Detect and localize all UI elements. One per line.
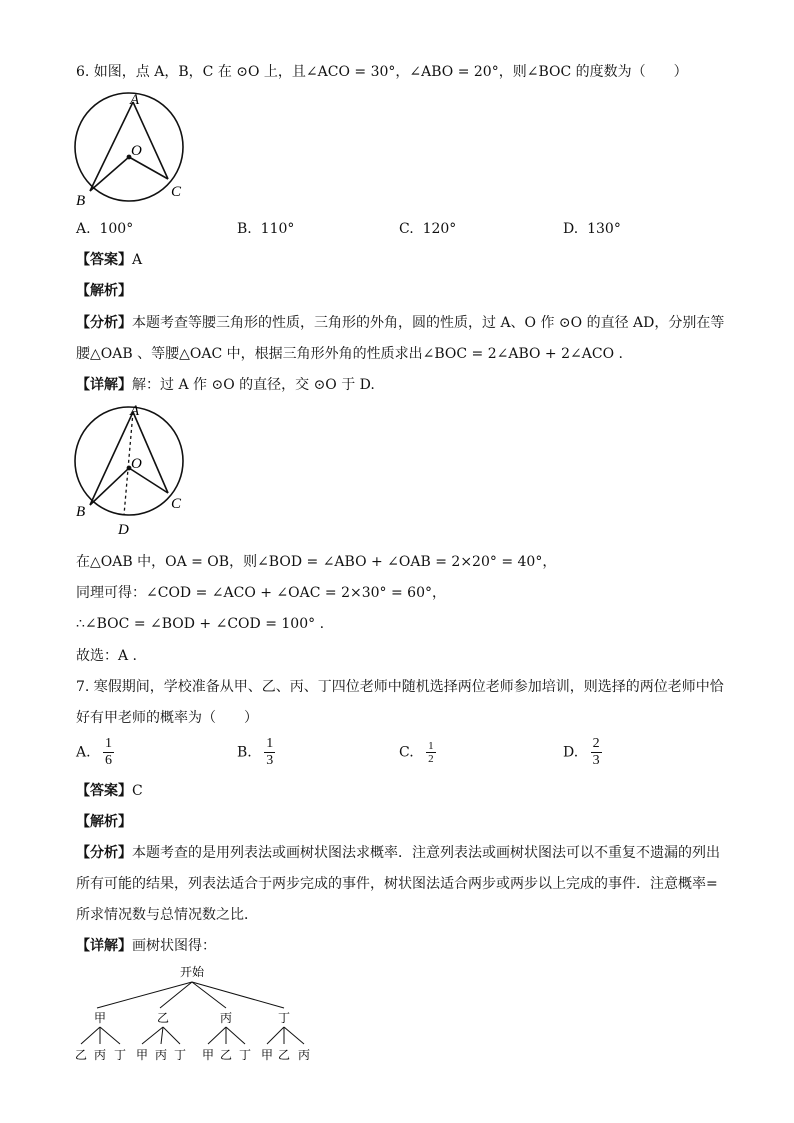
tree-l2-0-1: 丙 bbox=[93, 1048, 107, 1062]
tree-l2-1-1: 丙 bbox=[154, 1048, 168, 1062]
fig1-label-c: C bbox=[171, 184, 182, 200]
q7-option-a: A. $\frac{1}{6}$ bbox=[76, 736, 113, 768]
tree-l2-0-2: 丁 bbox=[113, 1048, 127, 1062]
q7-stem-line2: 好有甲老师的概率为（ ） bbox=[76, 710, 258, 726]
q6-analysis-heading: 【解析】 bbox=[76, 283, 132, 299]
tree-l2-3-1: 乙 bbox=[277, 1048, 291, 1062]
q7-option-d: D. $\frac{2}{3}$ bbox=[563, 736, 600, 768]
fig2-label-c: C bbox=[171, 496, 182, 512]
q6-figure-circle bbox=[70, 88, 200, 213]
tree-l1-1: 乙 bbox=[156, 1011, 170, 1025]
q6-fenxi-line1: 【分析】本题考查等腰三角形的性质，三角形的外角，圆的性质，过 A、O 作 ⊙O 的直径 AD，分别在等 bbox=[76, 315, 725, 331]
tree-l2-1-0: 甲 bbox=[135, 1048, 149, 1062]
fig2-label-d: D bbox=[118, 522, 129, 538]
q7-stem-line1: 7. 寒假期间，学校准备从甲、乙、丙、丁四位老师中随机选择两位老师参加培训，则选择的两位老师中恰 bbox=[76, 679, 724, 695]
q7-option-b: B. $\frac{1}{3}$ bbox=[237, 736, 274, 768]
q6-step2: 同理可得：∠COD = ∠ACO + ∠OAC = 2×30° = 60°， bbox=[76, 585, 446, 601]
q6-stem: 6. 如图，点 A，B，C 在 ⊙O 上，且∠ACO = 30°，∠ABO = 20°，则∠BOC 的度数为（ ） bbox=[76, 64, 688, 80]
tree-l2-3-0: 甲 bbox=[260, 1048, 274, 1062]
tree-root: 开始 bbox=[179, 965, 205, 979]
q7-tree-diagram bbox=[70, 960, 330, 1070]
q6-option-a: A. 100° bbox=[76, 221, 134, 237]
tree-l2-2-2: 丁 bbox=[238, 1048, 252, 1062]
q6-answer: 【答案】A bbox=[76, 252, 143, 268]
fig2-label-o: O bbox=[131, 456, 142, 472]
tree-l2-0-0: 乙 bbox=[74, 1048, 88, 1062]
q6-step1: 在△OAB 中，OA = OB，则∠BOD = ∠ABO + ∠OAB = 2×20° = 40°， bbox=[76, 554, 557, 570]
fig2-label-a: A bbox=[130, 403, 140, 419]
tree-l2-2-1: 乙 bbox=[219, 1048, 233, 1062]
q7-fenxi-line3: 所求情况数与总情况数之比． bbox=[76, 907, 258, 923]
q6-conclusion: 故选：A . bbox=[76, 648, 138, 664]
tree-l2-1-2: 丁 bbox=[173, 1048, 187, 1062]
q7-xiangjie: 【详解】画树状图得： bbox=[76, 938, 216, 954]
q6-figure-diameter bbox=[70, 402, 200, 542]
q7-analysis-heading: 【解析】 bbox=[76, 814, 132, 830]
tree-l2-2-0: 甲 bbox=[201, 1048, 215, 1062]
tree-l2-3-2: 丙 bbox=[297, 1048, 311, 1062]
q6-fenxi-line2: 腰△OAB 、等腰△OAC 中，根据三角形外角的性质求出∠BOC = 2∠ABO + 2∠ACO . bbox=[76, 346, 623, 362]
q7-fenxi-line2: 所有可能的结果，列表法适合于两步完成的事件，树状图法适合两步或两步以上完成的事件．注意概率= bbox=[76, 876, 718, 892]
q6-option-b: B. 110° bbox=[237, 221, 295, 237]
q6-step3: ∴∠BOC = ∠BOD + ∠COD = 100° . bbox=[76, 616, 325, 632]
fig1-label-o: O bbox=[131, 143, 142, 159]
q7-answer: 【答案】C bbox=[76, 783, 143, 799]
q6-option-d: D. 130° bbox=[563, 221, 621, 237]
tree-l1-0: 甲 bbox=[93, 1011, 107, 1025]
tree-l1-2: 丙 bbox=[219, 1011, 233, 1025]
q6-option-c: C. 120° bbox=[399, 221, 457, 237]
q7-fenxi-line1: 【分析】本题考查的是用列表法或画树状图法求概率．注意列表法或画树状图法可以不重复不遗漏的列出 bbox=[76, 845, 720, 861]
fig2-label-b: B bbox=[76, 504, 86, 520]
fig1-label-b: B bbox=[76, 193, 86, 209]
fig1-label-a: A bbox=[130, 92, 140, 108]
q7-option-c: C. $\frac{1}{2}$ bbox=[399, 740, 434, 765]
tree-l1-3: 丁 bbox=[277, 1011, 291, 1025]
q6-xiangjie: 【详解】解：过 A 作 ⊙O 的直径，交 ⊙O 于 D. bbox=[76, 377, 375, 393]
